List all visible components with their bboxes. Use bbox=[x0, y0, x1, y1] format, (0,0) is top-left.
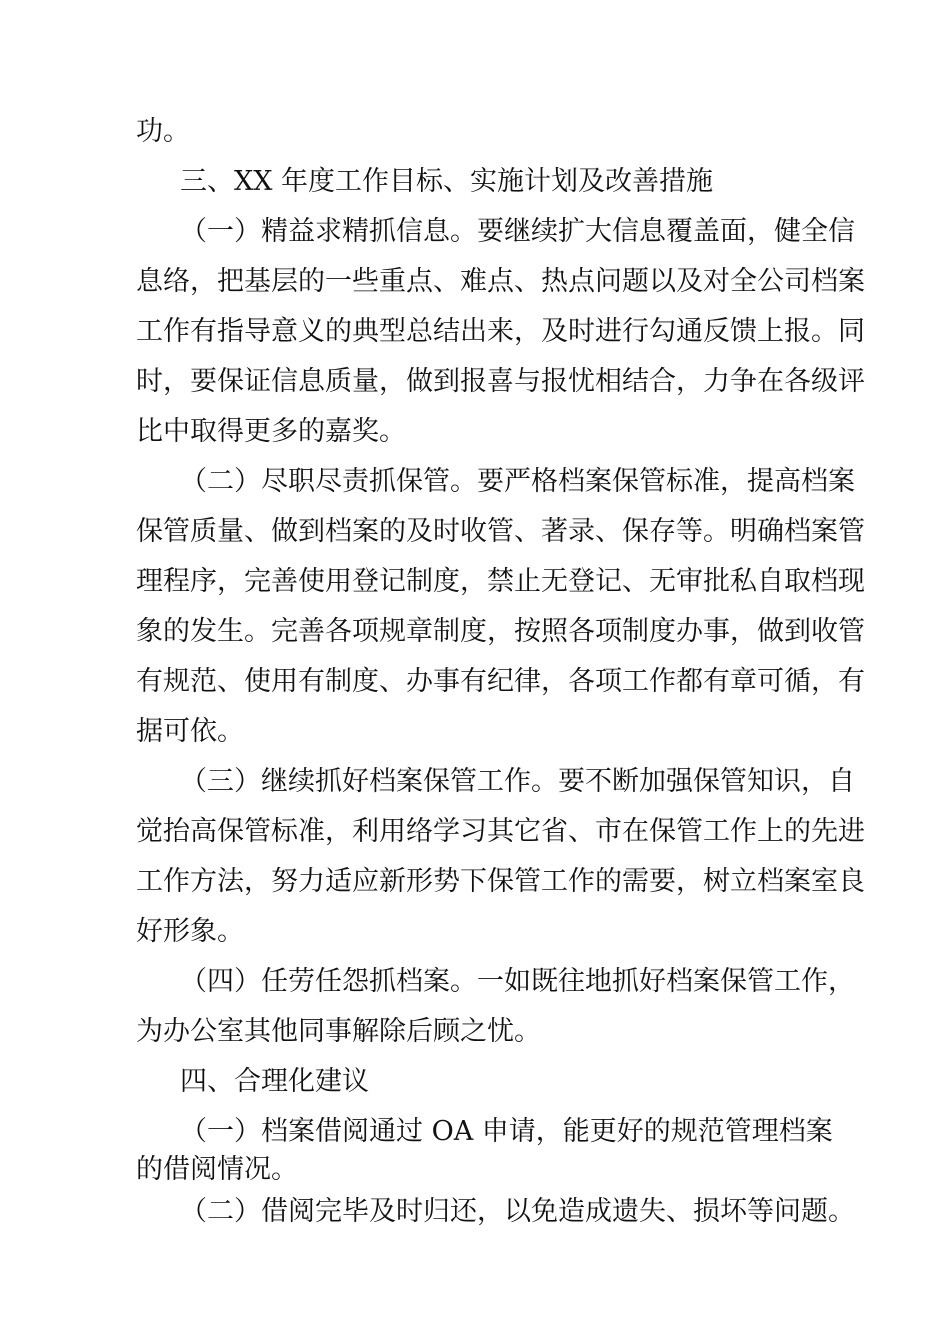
text-line-5: 工作有指导意义的典型总结出来，及时进行勾通反馈上报。同 bbox=[136, 316, 865, 347]
text-line-13: 据可依。 bbox=[136, 716, 244, 747]
section-heading-4: 四、合理化建议 bbox=[180, 1066, 369, 1097]
text-line-4: 息络，把基层的一些重点、难点、热点问题以及对全公司档案 bbox=[136, 266, 865, 297]
text-line-9: 保管质量、做到档案的及时收管、著录、保存等。明确档案管 bbox=[136, 516, 865, 547]
text-line-16: 工作方法，努力适应新形势下保管工作的需要，树立档案室良 bbox=[136, 866, 865, 897]
text-line-19: 为办公室其他同事解除后顾之忧。 bbox=[136, 1016, 541, 1047]
text-line-7: 比中取得更多的嘉奖。 bbox=[136, 416, 406, 447]
text-line-21: （一）档案借阅通过 OA 申请，能更好的规范管理档案 bbox=[180, 1116, 833, 1147]
text-line-22: 的借阅情况。 bbox=[136, 1154, 298, 1185]
text-line-1: 功。 bbox=[136, 116, 190, 147]
text-line-6: 时，要保证信息质量，做到报喜与报忧相结合，力争在各级评 bbox=[136, 366, 865, 397]
text-line-15: 觉抬高保管标准，利用络学习其它省、市在保管工作上的先进 bbox=[136, 816, 865, 847]
section-heading-3: 三、XX 年度工作目标、实施计划及改善措施 bbox=[180, 166, 714, 197]
text-line-10: 理程序，完善使用登记制度，禁止无登记、无审批私自取档现 bbox=[136, 566, 865, 597]
text-line-3: （一）精益求精抓信息。要继续扩大信息覆盖面，健全信 bbox=[180, 216, 855, 247]
text-line-18: （四）任劳任怨抓档案。一如既往地抓好档案保管工作， bbox=[180, 966, 855, 997]
text-line-11: 象的发生。完善各项规章制度，按照各项制度办事，做到收管 bbox=[136, 616, 865, 647]
text-line-8: （二）尽职尽责抓保管。要严格档案保管标准，提高档案 bbox=[180, 466, 855, 497]
text-line-23: （二）借阅完毕及时归还，以免造成遗失、损坏等问题。 bbox=[180, 1196, 855, 1227]
text-line-17: 好形象。 bbox=[136, 916, 244, 947]
text-line-12: 有规范、使用有制度、办事有纪律，各项工作都有章可循，有 bbox=[136, 666, 865, 697]
text-line-14: （三）继续抓好档案保管工作。要不断加强保管知识，自 bbox=[180, 766, 855, 797]
